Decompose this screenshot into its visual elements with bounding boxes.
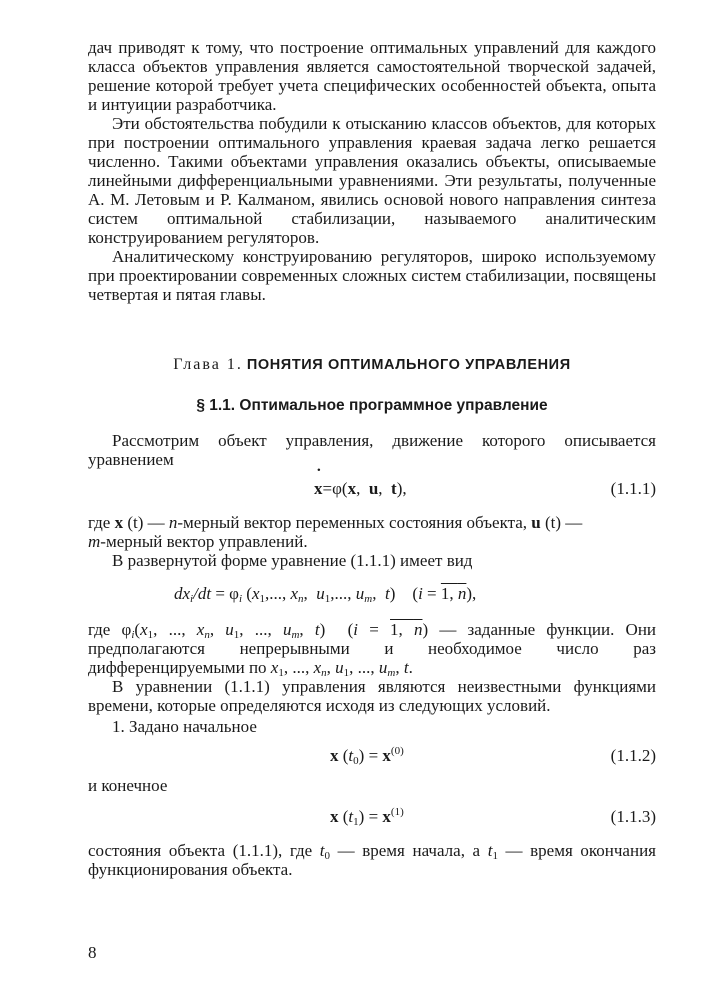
intro-paragraph: Рассмотрим объект управления, движение которого описывается уравнением	[88, 431, 656, 469]
chapter-title: ПОНЯТИЯ ОПТИМАЛЬНОГО УПРАВЛЕНИЯ	[246, 357, 571, 373]
equation-number: (1.1.2)	[610, 746, 656, 765]
paragraph-2: Эти обстоятельства побудили к отысканию классов объектов, для которых при построении оптимального управления краевая задача легко решается численно. Такими объектами управления оказались объекты, описываемые линейными дифференциальными уравнениями. Эти результаты, полученные А. М. Летовым и Р. Калманом, явились основой нового направления синтеза систем оптимальной стабилизации, называемого аналитическим конструированием регуляторов.	[88, 114, 656, 247]
condition-1-text: 1. Задано начальное	[112, 717, 257, 736]
vector-definitions: где x (t) — n-мерный вектор переменных состояния объекта, u (t) — m-мерный вектор управлений.	[88, 513, 583, 551]
final-state-text: и конечное	[88, 776, 168, 795]
unknowns-paragraph: В уравнении (1.1.1) управления являются неизвестными функциями времени, которые определяются исходя из следующих условий.	[88, 677, 656, 715]
paragraph-3: Аналитическому конструированию регуляторов, широко используемому при проектировании современных сложных систем стабилизации, посвящены четвертая и пятая главы.	[88, 247, 656, 304]
equation-number: (1.1.3)	[610, 807, 656, 826]
page-number: 8	[88, 943, 97, 962]
equation-1-1-3: x $(t_1) = x^{(1)}$ (1.1.3)	[88, 803, 656, 831]
chapter-label: Глава 1.	[173, 356, 243, 373]
closing-paragraph: состояния объекта (1.1.1), где $t_0$ — время начала, а $t_1$ — время окончания функционирования объекта.	[88, 841, 656, 879]
equation-number: (1.1.1)	[610, 479, 656, 498]
equation-expanded: $dx_i/dt = \varphi_i$ ($x_1$,..., $x_n$, $u_1$,..., $u_m$, t) (i = 1, n),	[174, 584, 477, 605]
paragraph-1: дач приводят к тому, что построение оптимальных управлений для каждого класса объектов управления является самостоятельной творческой задачей, решение которой требует учета специфических особенностей объекта, опыта и интуиции разработчика.	[88, 38, 656, 114]
equation-1-1-1: ˙ x=φ(x, u, t), (1.1.1)	[88, 475, 656, 503]
section-title: § 1.1. Оптимальное программное управление	[196, 397, 548, 414]
page-content	[88, 38, 656, 879]
equation-1-1-2: x $(t_0) = x^{(0)}$ (1.1.2)	[88, 742, 656, 770]
chapter-heading	[88, 355, 656, 375]
expanded-form-paragraph: В развернутой форме уравнение (1.1.1) имеет вид	[112, 551, 473, 570]
function-conditions: где $\varphi_i(x_1$, ..., $x_n$, $u_1$, ..., $u_m$, t) (i = 1, n) — заданные функции. Они предполагаются непрерывными и необходимое число раз дифференцируемыми по $x_1$, ..., $x_n$, $u_1$, ..., $u_m$, t.	[88, 620, 657, 679]
